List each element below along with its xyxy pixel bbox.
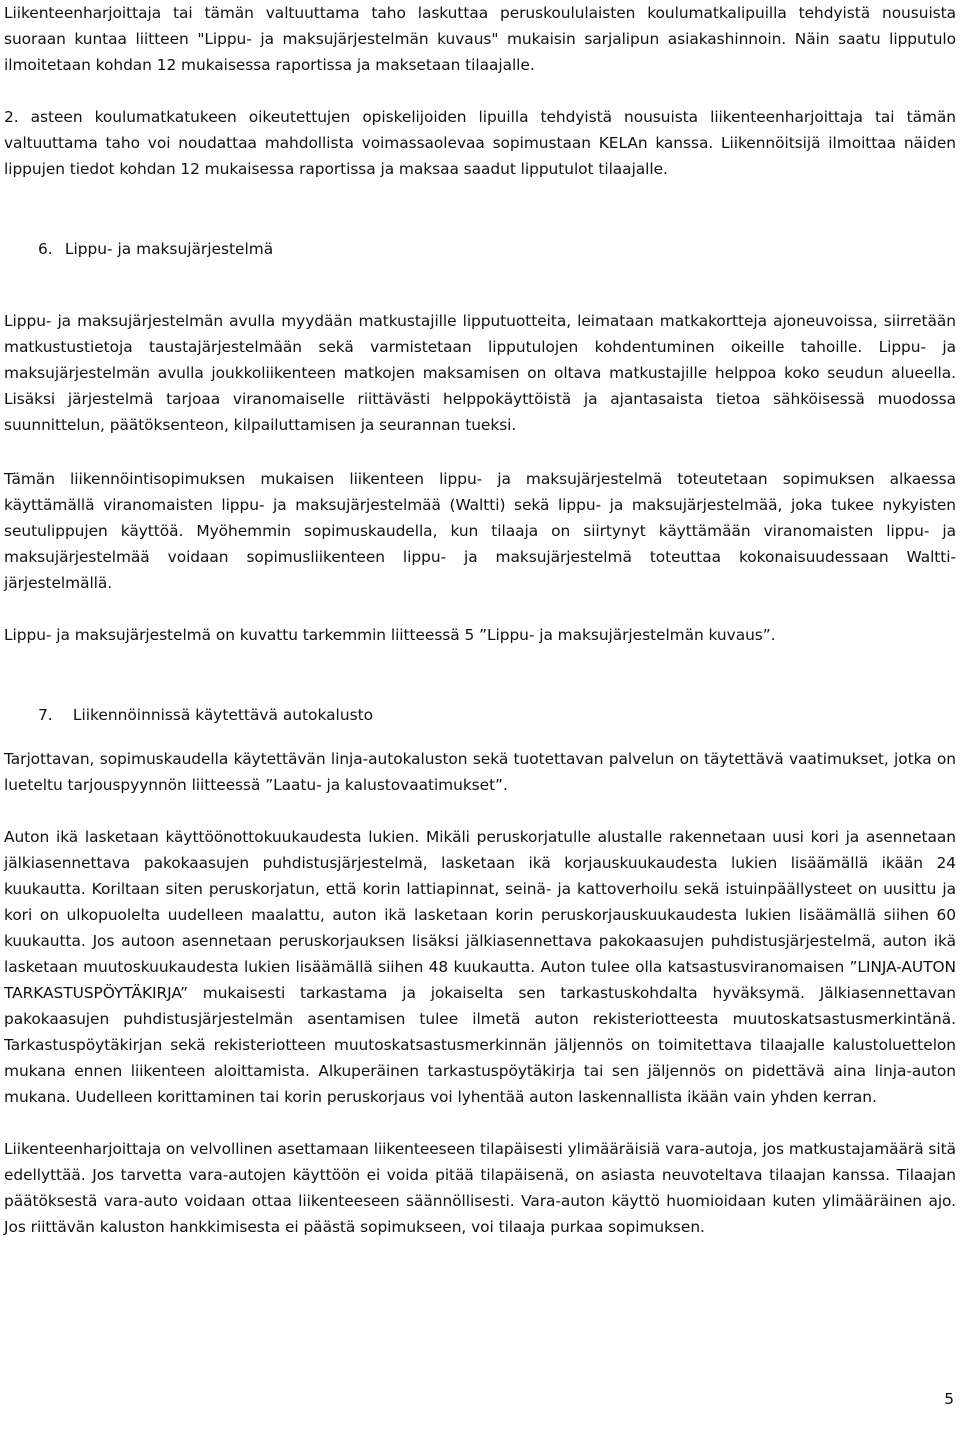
section-6-paragraph-3: Lippu- ja maksujärjestelmä on kuvattu tarkemmin liitteessä 5 ”Lippu- ja maksujärjestelmän kuvaus”.	[4, 626, 776, 644]
section-6-heading	[4, 236, 956, 262]
section-7-paragraph-1: Tarjottavan, sopimuskaudella käytettävän linja-autokaluston sekä tuotettavan palvelun on täytettävä vaatimukset, jotka on lueteltu tarjouspyynnön liitteessä ”Laatu- ja kalustovaatimukset”.	[4, 750, 956, 794]
section-7-number: 7.	[38, 706, 53, 724]
intro-paragraph-1: Liikenteenharjoittaja tai tämän valtuuttama taho laskuttaa peruskoululaisten koulumatkalipuilla tehdyistä nousuista suoraan kuntaa liitteen "Lippu- ja maksujärjestelmän kuvaus" mukaisin sarjalipun asiakashinnoin. Näin saatu lipputulo ilmoitetaan kohdan 12 mukaisessa raportissa ja maksetaan tilaajalle.	[4, 4, 956, 74]
section-6-paragraph-1: Lippu- ja maksujärjestelmän avulla myydään matkustajille lipputuotteita, leimataan matkakortteja ajoneuvoissa, siirretään matkustustietoja taustajärjestelmään sekä varmistetaan lipputulojen kohdentuminen oikeille tahoille. Lippu- ja maksujärjestelmän avulla joukkoliikenteen matkojen maksamisen on oltava matkustajille helppoa koko seudun alueella. Lisäksi järjestelmä tarjoaa viranomaiselle riittävästi helppokäyttöistä ja ajantasaista tietoa sähköisessä muodossa suunnittelun, päätöksenteon, kilpailuttamisen ja seurannan tueksi.	[4, 312, 956, 434]
section-6-title: Lippu- ja maksujärjestelmä	[64, 240, 274, 258]
section-7-paragraph-3: Liikenteenharjoittaja on velvollinen asettamaan liikenteeseen tilapäisesti ylimääräisiä vara-autoja, jos matkustajamäärä sitä edellyttää. Jos tarvetta vara-autojen käyttöön ei voida pitää tilapäisenä, on asiasta neuvoteltava tilaajan kanssa. Tilaajan päätöksestä vara-auto voidaan ottaa liikenteeseen säännöllisesti. Vara-auton käyttö huomioidaan kuten ylimääräinen ajo. Jos riittävän kaluston hankkimisesta ei päästä sopimukseen, voi tilaaja purkaa sopimuksen.	[4, 1140, 956, 1236]
section-6-number: 6.	[38, 240, 53, 258]
section-7-paragraph-2: Auton ikä lasketaan käyttöönottokuukaudesta lukien. Mikäli peruskorjatulle alustalle rakennetaan uusi kori ja asennetaan jälkiasennettava pakokaasujen puhdistusjärjestelmä, lasketaan ikä korjauskuukaudesta lukien lisäämällä ikään 24 kuukautta. Koriltaan siten peruskorjatun, että korin lattiapinnat, seinä- ja kattoverhoilu sekä istuinpäällysteet on uusittu ja kori on ulkopuolelta uudelleen maalattu, auton ikä lasketaan korin peruskorjauskuukaudesta lukien lisäämällä siihen 60 kuukautta. Jos autoon asennetaan peruskorjauksen lisäksi jälkiasennettava pakokaasujen puhdistusjärjestelmä, auton ikä lasketaan muutoskuukaudesta lukien lisäämällä siihen 48 kuukautta. Auton tulee olla katsastusviranomaisen ”LINJA-AUTON TARKASTUSPÖYTÄKIRJA” mukaisesti tarkastama ja jokaiselta sen tarkastuskohdalta hyväksymä. Jälkiasennettavan pakokaasujen puhdistusjärjestelmän asentamisen tulee ilmetä auton rekisteriotteesta muutoskatsastusmerkintänä. Tarkastuspöytäkirjan sekä rekisteriotteen muutoskatsastusmerkinnän jäljennös on toimitettava tilaajalle kalustoluettelon mukana ennen liikenteen aloittamista. Alkuperäinen tarkastuspöytäkirja tai sen jäljennös on pidettävä aina linja-auton mukana. Uudelleen korittaminen tai korin peruskorjaus voi lyhentää auton laskennallista ikään vain yhden kerran.	[4, 828, 956, 1106]
page-number: 5	[944, 1390, 954, 1408]
document-page	[4, 0, 956, 1240]
section-7-heading	[4, 702, 956, 728]
section-6-paragraph-2: Tämän liikennöintisopimuksen mukaisen liikenteen lippu- ja maksujärjestelmä toteutetaan sopimuksen alkaessa käyttämällä viranomaisten lippu- ja maksujärjestelmää (Waltti) sekä lippu- ja maksujärjestelmää, joka tukee nykyisten seutulippujen käyttöä. Myöhemmin sopimuskaudella, kun tilaaja on siirtynyt käyttämään viranomaisten lippu- ja maksujärjestelmää voidaan sopimusliikenteen lippu- ja maksujärjestelmä toteuttaa kokonaisuudessaan Waltti-järjestelmällä.	[4, 470, 956, 592]
section-7-title: Liikennöinnissä käytettävä autokalusto	[72, 706, 374, 724]
intro-paragraph-2: 2. asteen koulumatkatukeen oikeutettujen opiskelijoiden lipuilla tehdyistä nousuista liikenteenharjoittaja tai tämän valtuuttama taho voi noudattaa mahdollista voimassaolevaa sopimustaan KELAn kanssa. Liikennöitsijä ilmoittaa näiden lippujen tiedot kohdan 12 mukaisessa raportissa ja maksaa saadut lipputulot tilaajalle.	[4, 108, 956, 178]
